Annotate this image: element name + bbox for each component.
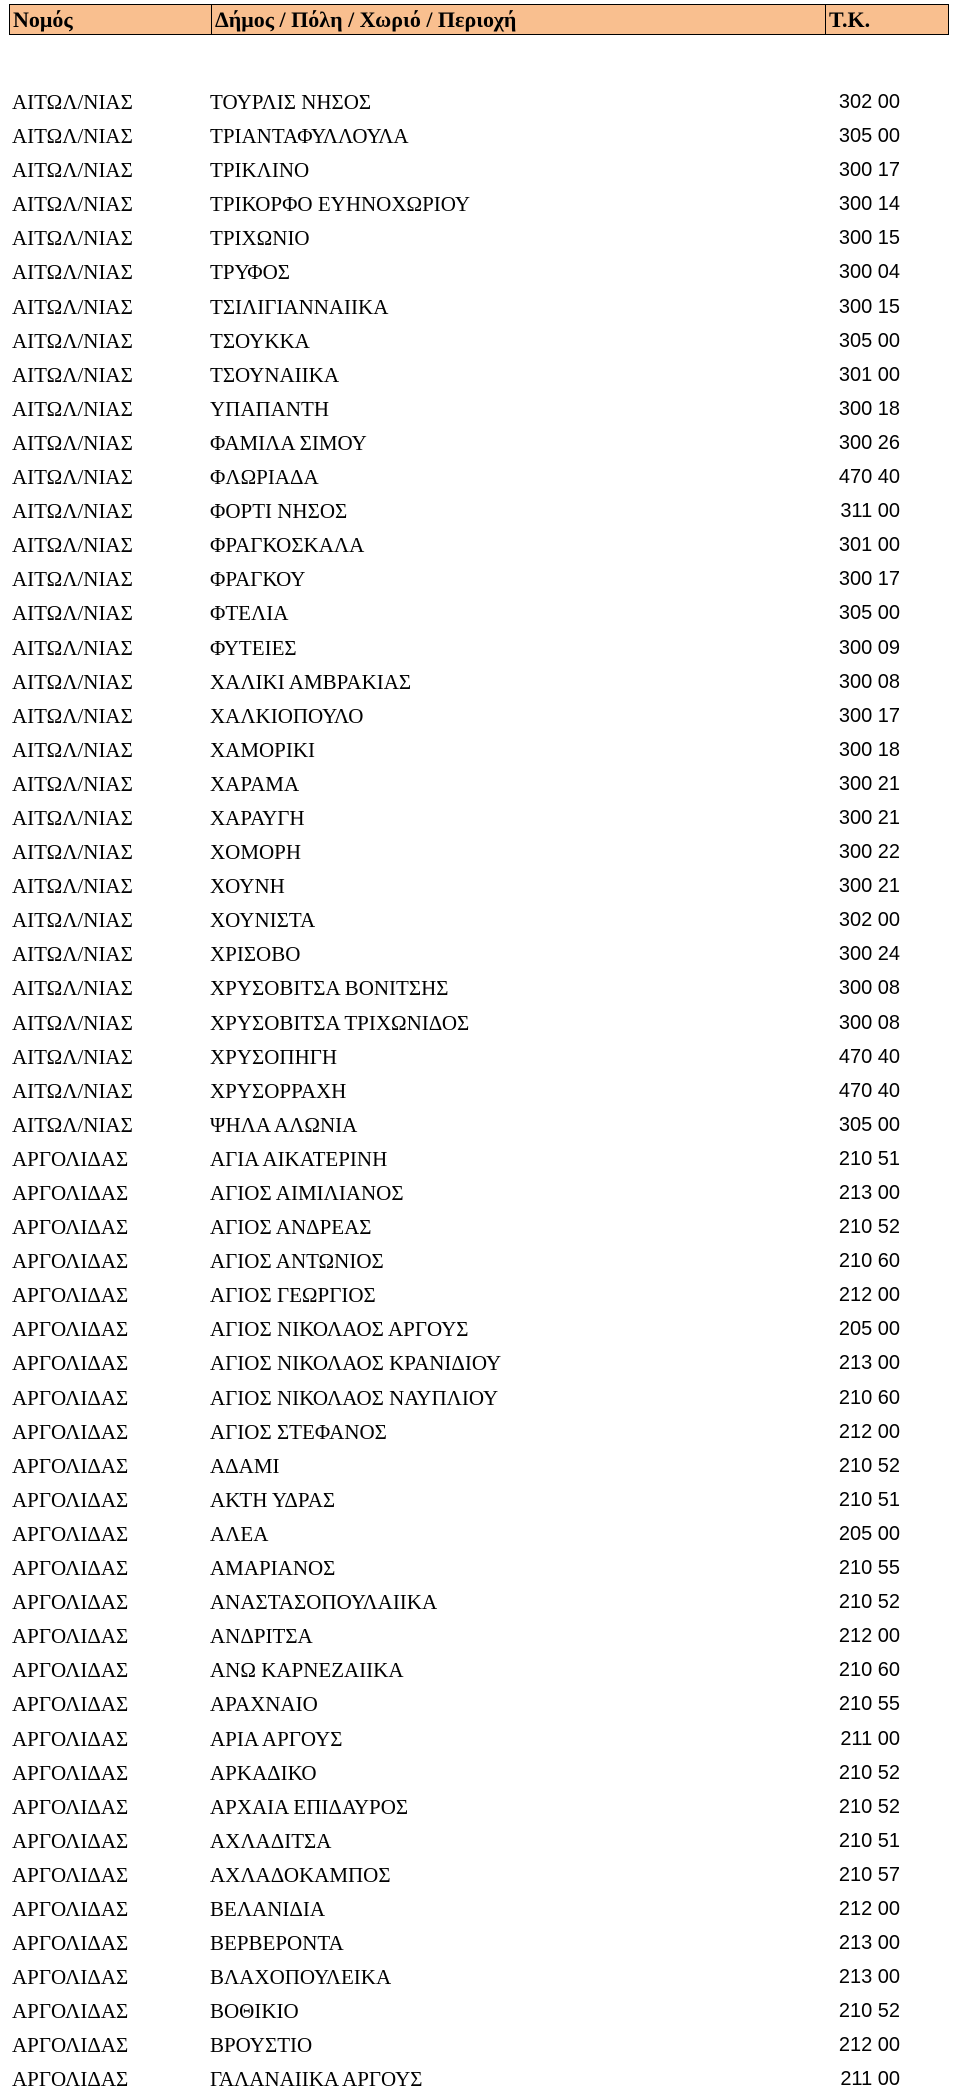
cell-tk: 205 00: [838, 1318, 900, 1341]
table-row: [0, 1722, 960, 1756]
cell-nomos: ΑΙΤΩΛ/ΝΙΑΣ: [12, 737, 133, 762]
cell-nomos: ΑΙΤΩΛ/ΝΙΑΣ: [12, 601, 133, 626]
cell-place: ΑΓΙΟΣ ΣΤΕΦΑΝΟΣ: [210, 1419, 387, 1444]
cell-place: ΑΓΙΟΣ ΑΝΤΩΝΙΟΣ: [210, 1249, 384, 1274]
table-row: [0, 1551, 960, 1585]
table-body: [0, 85, 960, 2097]
cell-nomos: ΑΡΓΟΛΙΔΑΣ: [12, 1146, 129, 1171]
cell-place: ΤΟΥΡΛΙΣ ΝΗΣΟΣ: [210, 90, 372, 114]
cell-tk: 311 00: [840, 500, 900, 523]
table-row: [0, 2028, 960, 2062]
table-row: [0, 1210, 960, 1244]
cell-place: ΑΡΚΑΔΙΚΟ: [210, 1760, 317, 1785]
cell-nomos: ΑΙΤΩΛ/ΝΙΑΣ: [12, 430, 133, 455]
cell-nomos: ΑΙΤΩΛ/ΝΙΑΣ: [12, 533, 133, 558]
table-row: [0, 1381, 960, 1415]
table-row: [0, 1858, 960, 1892]
cell-place: ΑΡΙΑ ΑΡΓΟΥΣ: [210, 1726, 343, 1751]
cell-nomos: ΑΙΤΩΛ/ΝΙΑΣ: [12, 124, 133, 149]
cell-tk: 300 08: [838, 977, 900, 1000]
cell-place: ΑΜΑΡΙΑΝΟΣ: [210, 1556, 336, 1581]
cell-tk: 301 00: [838, 363, 900, 386]
table-row: [0, 1756, 960, 1790]
cell-place: ΦΥΤΕΙΕΣ: [210, 635, 297, 660]
table-row: [0, 1790, 960, 1824]
cell-nomos: ΑΡΓΟΛΙΔΑΣ: [12, 1590, 129, 1615]
cell-nomos: ΑΡΓΟΛΙΔΑΣ: [12, 1249, 129, 1274]
cell-nomos: ΑΡΓΟΛΙΔΑΣ: [12, 1999, 129, 2024]
cell-tk: 212 00: [838, 1897, 900, 1920]
cell-tk: 211 00: [840, 1727, 900, 1750]
table-row: [0, 255, 960, 289]
cell-nomos: ΑΡΓΟΛΙΔΑΣ: [12, 1726, 129, 1751]
cell-nomos: ΑΙΤΩΛ/ΝΙΑΣ: [12, 1112, 133, 1137]
cell-tk: 300 22: [838, 841, 900, 864]
cell-nomos: ΑΙΤΩΛ/ΝΙΑΣ: [12, 703, 133, 728]
table-row: [0, 119, 960, 153]
cell-place: ΧΟΜΟΡΗ: [210, 840, 302, 865]
table-row: [0, 665, 960, 699]
cell-nomos: ΑΙΤΩΛ/ΝΙΑΣ: [12, 567, 133, 592]
cell-place: ΧΑΛΚΙΟΠΟΥΛΟ: [210, 703, 364, 728]
cell-tk: 305 00: [838, 602, 900, 625]
table-row: [0, 290, 960, 324]
table-row: [0, 937, 960, 971]
cell-place: ΑΓΙΟΣ ΑΝΔΡΕΑΣ: [210, 1215, 372, 1240]
cell-place: ΑΝΩ ΚΑΡΝΕΖΑΙΙΚΑ: [210, 1658, 404, 1683]
table-row: [0, 1960, 960, 1994]
cell-place: ΦΟΡΤΙ ΝΗΣΟΣ: [210, 499, 348, 524]
cell-place: ΧΑΡΑΥΓΗ: [210, 805, 305, 830]
cell-tk: 210 51: [838, 1829, 900, 1852]
cell-tk: 212 00: [838, 1420, 900, 1443]
cell-place: ΑΓΙΟΣ ΝΙΚΟΛΑΟΣ ΑΡΓΟΥΣ: [210, 1317, 469, 1342]
table-row: [0, 85, 960, 119]
cell-tk: 212 00: [838, 1284, 900, 1307]
cell-place: ΤΡΙΚΛΙΝΟ: [210, 158, 310, 183]
cell-tk: 210 52: [838, 1591, 900, 1614]
table-row: [0, 221, 960, 255]
cell-place: ΦΛΩΡΙΑΔΑ: [210, 465, 319, 490]
cell-tk: 213 00: [838, 1182, 900, 1204]
cell-tk: 470 40: [838, 1045, 900, 1068]
cell-place: ΒΡΟΥΣΤΙΟ: [210, 2033, 313, 2058]
table-row: [0, 460, 960, 494]
table-row: [0, 631, 960, 665]
cell-tk: 300 17: [838, 704, 900, 727]
table-row: [0, 1040, 960, 1074]
cell-nomos: ΑΡΓΟΛΙΔΑΣ: [12, 1794, 129, 1819]
table-row: [0, 596, 960, 630]
cell-nomos: ΑΡΓΟΛΙΔΑΣ: [12, 2067, 129, 2092]
table-row: [0, 1994, 960, 2028]
cell-place: ΑΧΛΑΔΙΤΣΑ: [210, 1828, 332, 1853]
cell-nomos: ΑΡΓΟΛΙΔΑΣ: [12, 1658, 129, 1683]
table-row: [0, 528, 960, 562]
cell-tk: 300 14: [838, 193, 900, 216]
table-row: [0, 494, 960, 528]
cell-place: ΑΚΤΗ ΥΔΡΑΣ: [210, 1487, 336, 1512]
cell-place: ΧΑΡΑΜΑ: [210, 771, 300, 796]
cell-place: ΦΤΕΛΙΑ: [210, 601, 289, 626]
table-row: [0, 699, 960, 733]
cell-place: ΧΑΛΙΚΙ ΑΜΒΡΑΚΙΑΣ: [210, 669, 412, 694]
cell-tk: 211 00: [840, 2068, 900, 2091]
cell-tk: 210 52: [838, 2000, 900, 2023]
cell-place: ΤΣΙΛΙΓΙΑΝΝΑΙΙΚΑ: [210, 294, 389, 319]
table-row: [0, 358, 960, 392]
cell-nomos: ΑΡΓΟΛΙΔΑΣ: [12, 1351, 129, 1376]
cell-tk: 300 15: [838, 295, 900, 318]
cell-tk: 212 00: [838, 2034, 900, 2057]
cell-place: ΑΓΙΑ ΑΙΚΑΤΕΡΙΝΗ: [210, 1146, 388, 1171]
cell-nomos: ΑΙΤΩΛ/ΝΙΑΣ: [12, 908, 133, 933]
cell-tk: 300 08: [838, 1011, 900, 1034]
cell-nomos: ΑΡΓΟΛΙΔΑΣ: [12, 2033, 129, 2058]
cell-place: ΧΑΜΟΡΙΚΙ: [210, 737, 315, 762]
cell-place: ΤΡΙΑΝΤΑΦΥΛΛΟΥΛΑ: [210, 124, 409, 149]
table-row: [0, 426, 960, 460]
cell-nomos: ΑΙΤΩΛ/ΝΙΑΣ: [12, 635, 133, 660]
table-row: [0, 1926, 960, 1960]
cell-tk: 210 52: [838, 1216, 900, 1239]
cell-place: ΑΡΑΧΝΑΙΟ: [210, 1692, 318, 1717]
cell-place: ΑΔΑΜΙ: [210, 1453, 280, 1478]
cell-nomos: ΑΙΤΩΛ/ΝΙΑΣ: [12, 226, 133, 251]
table-row: [0, 1892, 960, 1926]
cell-tk: 300 18: [838, 738, 900, 761]
cell-nomos: ΑΙΤΩΛ/ΝΙΑΣ: [12, 90, 133, 114]
cell-tk: 300 21: [838, 772, 900, 795]
table-row: [0, 392, 960, 426]
cell-nomos: ΑΙΤΩΛ/ΝΙΑΣ: [12, 260, 133, 285]
cell-nomos: ΑΙΤΩΛ/ΝΙΑΣ: [12, 805, 133, 830]
cell-tk: 302 00: [838, 91, 900, 113]
cell-place: ΤΡΙΚΟΡΦΟ ΕΥΗΝΟΧΩΡΙΟΥ: [210, 192, 471, 217]
cell-nomos: ΑΡΓΟΛΙΔΑΣ: [12, 1283, 129, 1308]
cell-place: ΑΡΧΑΙΑ ΕΠΙΔΑΥΡΟΣ: [210, 1794, 409, 1819]
cell-tk: 470 40: [838, 1079, 900, 1102]
cell-nomos: ΑΙΤΩΛ/ΝΙΑΣ: [12, 1044, 133, 1069]
cell-tk: 210 52: [838, 1761, 900, 1784]
cell-nomos: ΑΙΤΩΛ/ΝΙΑΣ: [12, 362, 133, 387]
cell-tk: 212 00: [838, 1625, 900, 1648]
cell-nomos: ΑΙΤΩΛ/ΝΙΑΣ: [12, 840, 133, 865]
table-row: [0, 1244, 960, 1278]
cell-nomos: ΑΡΓΟΛΙΔΑΣ: [12, 1419, 129, 1444]
cell-tk: 300 09: [838, 636, 900, 659]
cell-tk: 300 21: [838, 875, 900, 898]
table-row: [0, 324, 960, 358]
cell-nomos: ΑΙΤΩΛ/ΝΙΑΣ: [12, 1078, 133, 1103]
cell-place: ΑΝΑΣΤΑΣΟΠΟΥΛΑΙΙΚΑ: [210, 1590, 438, 1615]
cell-nomos: ΑΡΓΟΛΙΔΑΣ: [12, 1181, 129, 1205]
cell-tk: 210 52: [838, 1795, 900, 1818]
cell-tk: 305 00: [838, 1113, 900, 1136]
cell-nomos: ΑΙΤΩΛ/ΝΙΑΣ: [12, 771, 133, 796]
cell-nomos: ΑΡΓΟΛΙΔΑΣ: [12, 1556, 129, 1581]
cell-nomos: ΑΡΓΟΛΙΔΑΣ: [12, 1862, 129, 1887]
cell-tk: 302 00: [838, 909, 900, 932]
cell-tk: 300 17: [838, 568, 900, 591]
cell-tk: 210 52: [838, 1454, 900, 1477]
cell-tk: 210 51: [838, 1488, 900, 1511]
cell-place: ΧΡΥΣΟΒΙΤΣΑ ΒΟΝΙΤΣΗΣ: [210, 976, 449, 1001]
cell-nomos: ΑΙΤΩΛ/ΝΙΑΣ: [12, 499, 133, 524]
table-row: [0, 1619, 960, 1653]
cell-place: ΤΣΟΥΚΚΑ: [210, 328, 310, 353]
header-nomos: Νομός: [13, 6, 73, 32]
cell-place: ΒΟΘΙΚΙΟ: [210, 1999, 299, 2024]
cell-tk: 305 00: [838, 125, 900, 148]
table-row: [0, 1517, 960, 1551]
cell-place: ΦΡΑΓΚΟΣΚΑΛΑ: [210, 533, 365, 558]
table-row: [0, 1074, 960, 1108]
cell-tk: 300 26: [838, 431, 900, 454]
cell-tk: 210 55: [838, 1693, 900, 1716]
cell-nomos: ΑΡΓΟΛΙΔΑΣ: [12, 1215, 129, 1240]
cell-nomos: ΑΙΤΩΛ/ΝΙΑΣ: [12, 192, 133, 217]
cell-place: ΤΡΙΧΩΝΙΟ: [210, 226, 310, 251]
cell-nomos: ΑΡΓΟΛΙΔΑΣ: [12, 1487, 129, 1512]
cell-tk: 210 60: [838, 1386, 900, 1409]
cell-nomos: ΑΡΓΟΛΙΔΑΣ: [12, 1453, 129, 1478]
cell-place: ΑΓΙΟΣ ΑΙΜΙΛΙΑΝΟΣ: [210, 1181, 404, 1205]
cell-place: ΑΓΙΟΣ ΓΕΩΡΓΙΟΣ: [210, 1283, 376, 1308]
cell-nomos: ΑΡΓΟΛΙΔΑΣ: [12, 1317, 129, 1342]
cell-place: ΑΓΙΟΣ ΝΙΚΟΛΑΟΣ ΝΑΥΠΛΙΟΥ: [210, 1385, 499, 1410]
cell-tk: 300 17: [838, 159, 900, 182]
table-row: [0, 1687, 960, 1721]
cell-place: ΑΓΙΟΣ ΝΙΚΟΛΑΟΣ ΚΡΑΝΙΔΙΟΥ: [210, 1351, 502, 1376]
cell-tk: 305 00: [838, 329, 900, 352]
cell-tk: 210 60: [838, 1250, 900, 1273]
table-row: [0, 187, 960, 221]
cell-place: ΦΡΑΓΚΟΥ: [210, 567, 306, 592]
table-row: [0, 1653, 960, 1687]
cell-place: ΓΑΛΑΝΑΙΙΚΑ ΑΡΓΟΥΣ: [210, 2067, 423, 2092]
cell-tk: 300 08: [838, 670, 900, 693]
cell-nomos: ΑΡΓΟΛΙΔΑΣ: [12, 1896, 129, 1921]
cell-place: ΒΛΑΧΟΠΟΥΛΕΙΚΑ: [210, 1965, 392, 1990]
cell-place: ΧΟΥΝΙΣΤΑ: [210, 908, 316, 933]
cell-tk: 205 00: [838, 1522, 900, 1545]
cell-place: ΧΡΙΣΟΒΟ: [210, 942, 301, 967]
table-row: [0, 835, 960, 869]
table-row: [0, 767, 960, 801]
cell-place: ΦΑΜΙΛΑ ΣΙΜΟΥ: [210, 430, 367, 455]
table-row: [0, 2062, 960, 2096]
cell-nomos: ΑΡΓΟΛΙΔΑΣ: [12, 1692, 129, 1717]
table-row: [0, 1176, 960, 1210]
table-row: [0, 1824, 960, 1858]
cell-tk: 300 18: [838, 397, 900, 420]
cell-nomos: ΑΡΓΟΛΙΔΑΣ: [12, 1521, 129, 1546]
table-row: [0, 562, 960, 596]
table-row: [0, 869, 960, 903]
cell-place: ΨΗΛΑ ΑΛΩΝΙΑ: [210, 1112, 358, 1137]
table-row: [0, 903, 960, 937]
cell-tk: 210 57: [838, 1863, 900, 1886]
cell-place: ΥΠΑΠΑΝΤΗ: [210, 396, 329, 421]
table-row: [0, 733, 960, 767]
table-row: [0, 1108, 960, 1142]
header-tk: Τ.Κ.: [825, 5, 948, 34]
cell-place: ΒΕΛΑΝΙΔΙΑ: [210, 1896, 326, 1921]
cell-nomos: ΑΙΤΩΛ/ΝΙΑΣ: [12, 976, 133, 1001]
table-row: [0, 1346, 960, 1380]
cell-nomos: ΑΙΤΩΛ/ΝΙΑΣ: [12, 158, 133, 183]
cell-place: ΧΡΥΣΟΡΡΑΧΗ: [210, 1078, 347, 1103]
cell-tk: 300 15: [838, 227, 900, 250]
cell-place: ΑΝΔΡΙΤΣΑ: [210, 1624, 313, 1649]
cell-tk: 213 00: [838, 1966, 900, 1989]
cell-nomos: ΑΙΤΩΛ/ΝΙΑΣ: [12, 1010, 133, 1035]
cell-nomos: ΑΡΓΟΛΙΔΑΣ: [12, 1385, 129, 1410]
cell-tk: 213 00: [838, 1932, 900, 1955]
cell-nomos: ΑΡΓΟΛΙΔΑΣ: [12, 1760, 129, 1785]
cell-nomos: ΑΡΓΟΛΙΔΑΣ: [12, 1965, 129, 1990]
cell-place: ΤΡΥΦΟΣ: [210, 260, 291, 285]
cell-tk: 213 00: [838, 1352, 900, 1375]
cell-tk: 300 21: [838, 806, 900, 829]
cell-nomos: ΑΙΤΩΛ/ΝΙΑΣ: [12, 669, 133, 694]
cell-place: ΤΣΟΥΝΑΙΙΚΑ: [210, 362, 339, 387]
cell-place: ΑΛΕΑ: [210, 1521, 269, 1546]
cell-tk: 301 00: [838, 534, 900, 557]
table-row: [0, 1312, 960, 1346]
header-place: Δήμος / Πόλη / Χωριό / Περιοχή: [211, 5, 825, 34]
cell-tk: 210 51: [838, 1147, 900, 1170]
cell-place: ΑΧΛΑΔΟΚΑΜΠΟΣ: [210, 1862, 391, 1887]
cell-nomos: ΑΙΤΩΛ/ΝΙΑΣ: [12, 465, 133, 490]
cell-place: ΧΟΥΝΗ: [210, 874, 285, 899]
table-row: [0, 1142, 960, 1176]
cell-nomos: ΑΡΓΟΛΙΔΑΣ: [12, 1624, 129, 1649]
table-row: [0, 1449, 960, 1483]
table-row: [0, 1278, 960, 1312]
table-row: [0, 153, 960, 187]
table-header: [9, 4, 949, 35]
table-row: [0, 1483, 960, 1517]
cell-nomos: ΑΡΓΟΛΙΔΑΣ: [12, 1828, 129, 1853]
cell-tk: 210 60: [838, 1659, 900, 1682]
table-row: [0, 1415, 960, 1449]
cell-nomos: ΑΙΤΩΛ/ΝΙΑΣ: [12, 328, 133, 353]
table-row: [0, 1585, 960, 1619]
table-row: [0, 1006, 960, 1040]
cell-tk: 300 24: [838, 943, 900, 966]
table-row: [0, 801, 960, 835]
cell-nomos: ΑΙΤΩΛ/ΝΙΑΣ: [12, 874, 133, 899]
cell-tk: 210 55: [838, 1557, 900, 1580]
cell-nomos: ΑΙΤΩΛ/ΝΙΑΣ: [12, 294, 133, 319]
cell-nomos: ΑΡΓΟΛΙΔΑΣ: [12, 1931, 129, 1956]
cell-place: ΧΡΥΣΟΠΗΓΗ: [210, 1044, 338, 1069]
table-row: [0, 971, 960, 1005]
cell-place: ΒΕΡΒΕΡΟΝΤΑ: [210, 1931, 344, 1956]
cell-nomos: ΑΙΤΩΛ/ΝΙΑΣ: [12, 396, 133, 421]
cell-tk: 470 40: [838, 466, 900, 489]
cell-nomos: ΑΙΤΩΛ/ΝΙΑΣ: [12, 942, 133, 967]
cell-place: ΧΡΥΣΟΒΙΤΣΑ ΤΡΙΧΩΝΙΔΟΣ: [210, 1010, 470, 1035]
cell-tk: 300 04: [838, 261, 900, 284]
